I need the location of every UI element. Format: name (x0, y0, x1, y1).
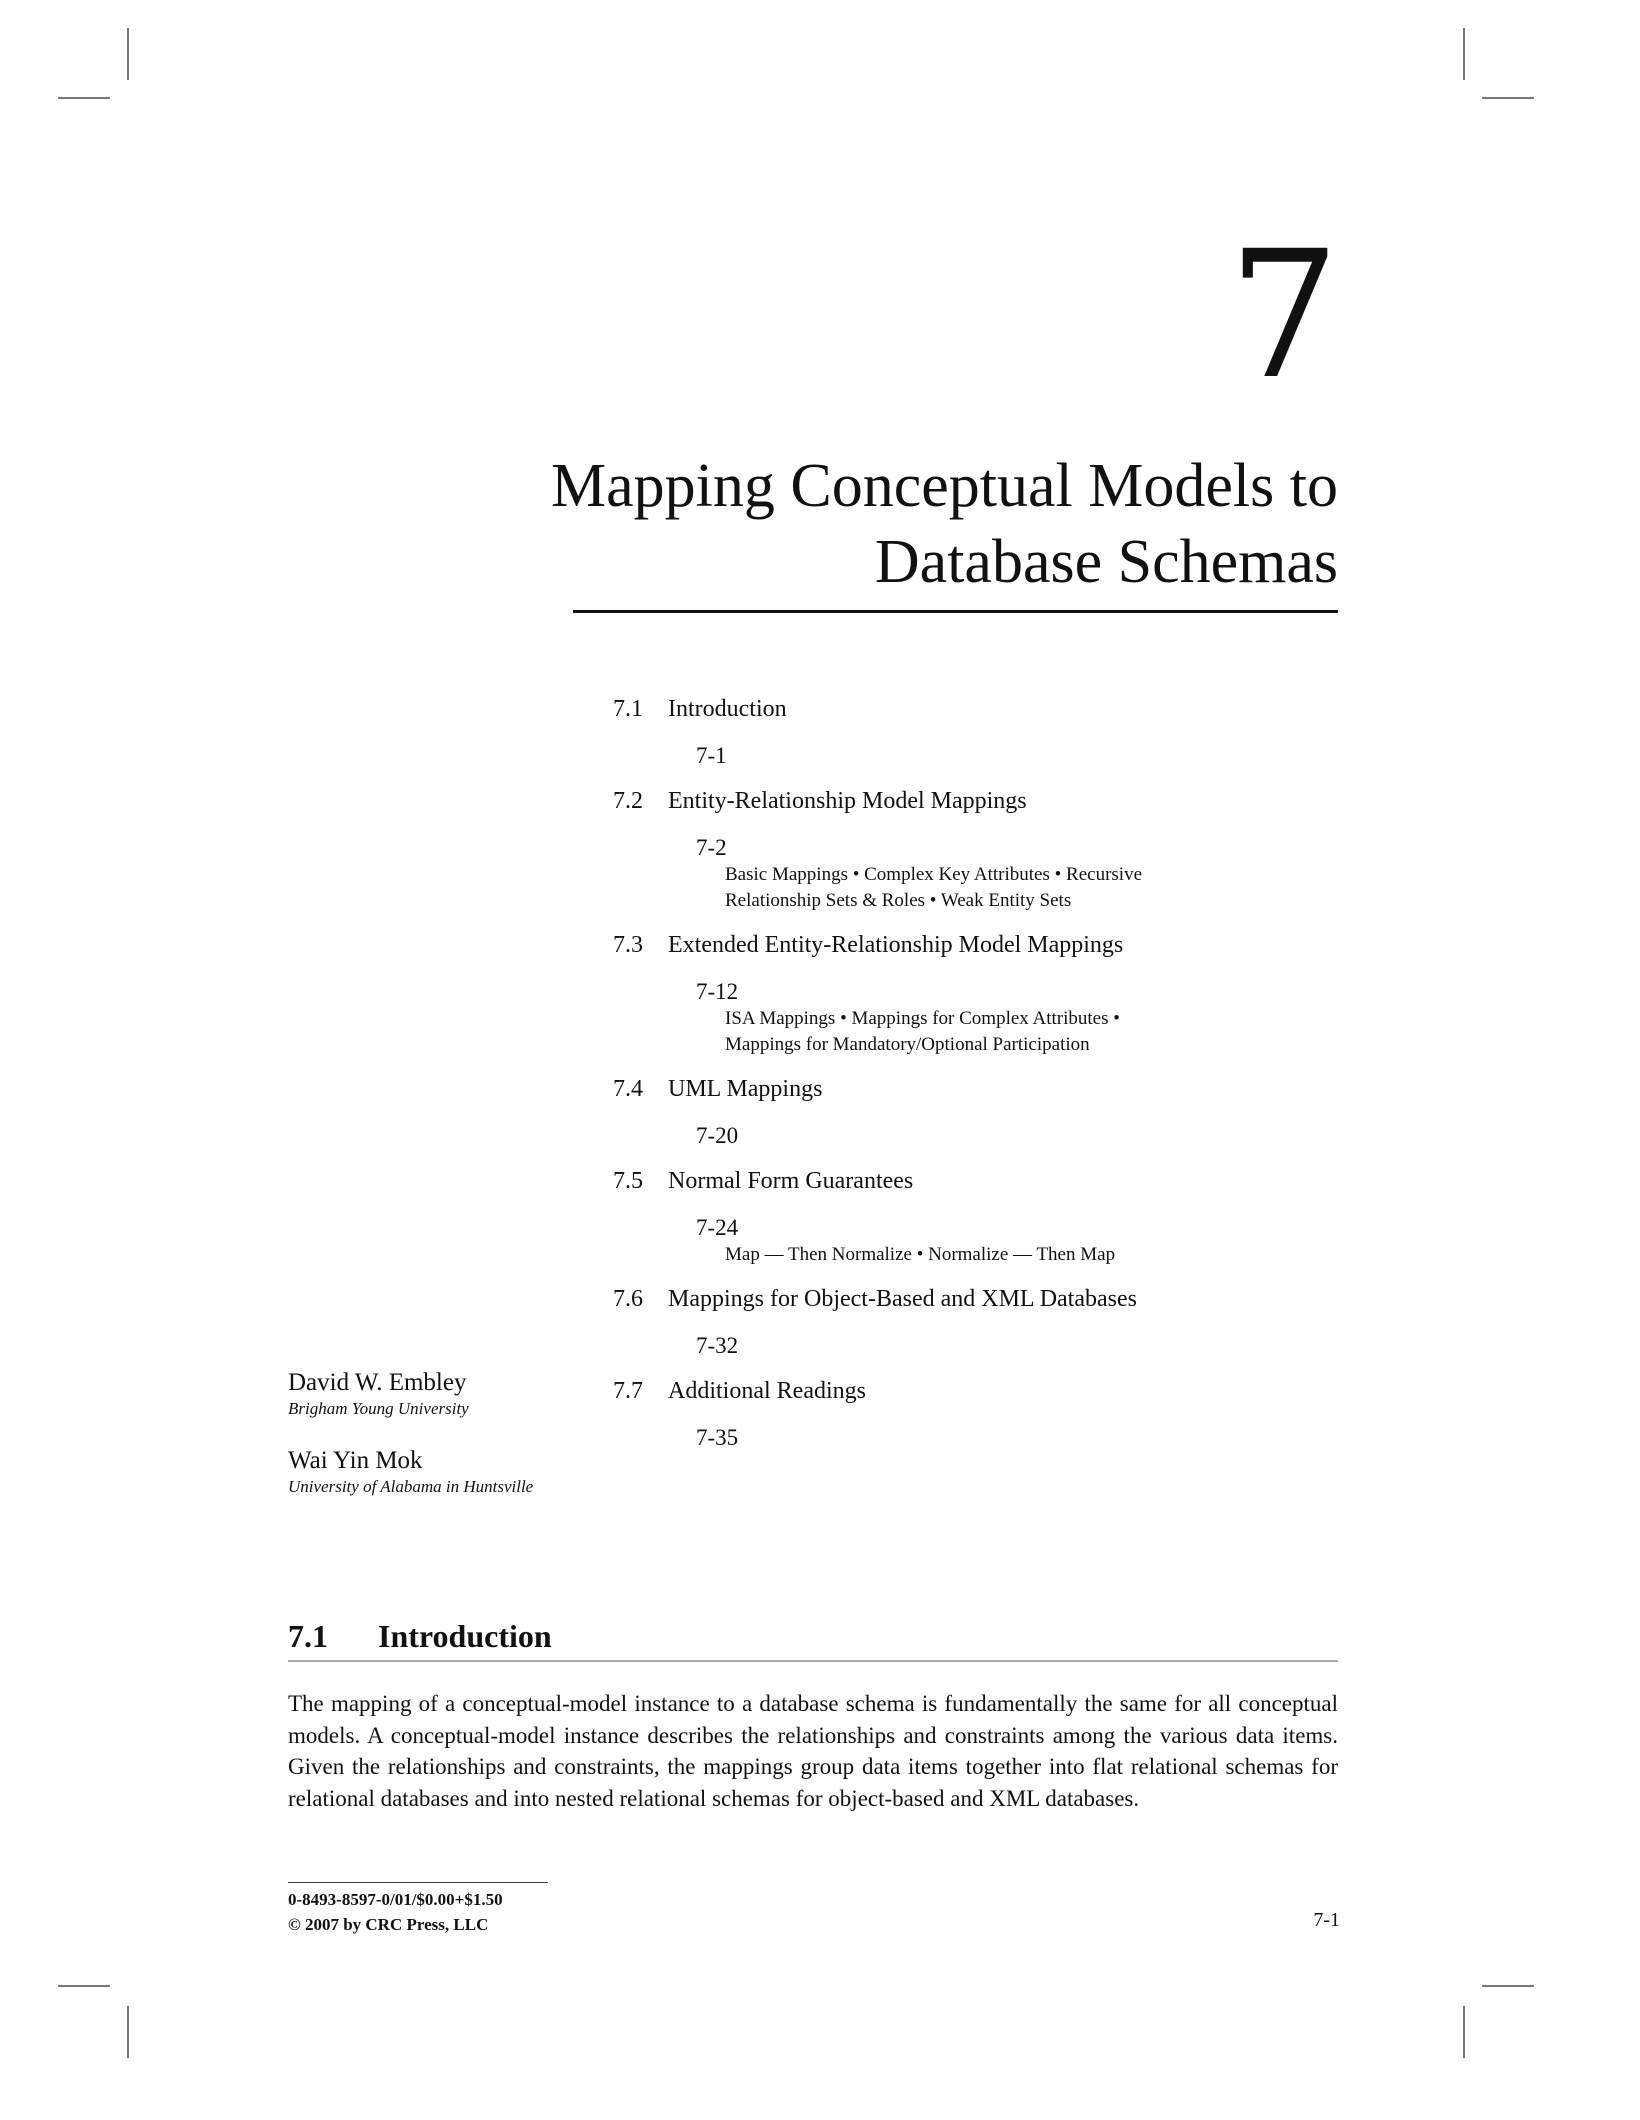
toc-page-number: 7-24 (696, 1215, 739, 1240)
toc-entry-heading (613, 930, 1343, 960)
author-list (288, 1368, 533, 1524)
toc-section-title: Mappings for Object-Based and XML Databases (668, 1286, 1137, 1312)
toc-subtopics: ISA Mappings • Mappings for Complex Attributes • (725, 1008, 1120, 1029)
toc-entry (613, 1284, 1343, 1360)
toc-subtopics: Mappings for Mandatory/Optional Participation (725, 1034, 1090, 1055)
toc-entry-heading (613, 694, 1343, 724)
toc-section-number: 7.3 (613, 932, 643, 958)
toc-page-number: 7-2 (696, 835, 727, 860)
crop-mark (1482, 1985, 1534, 1987)
author-affiliation: Brigham Young University (288, 1399, 469, 1418)
section-number: 7.1 (288, 1618, 328, 1654)
author-name: David W. Embley (288, 1369, 467, 1396)
toc-page-number: 7-12 (696, 979, 739, 1004)
toc-subtopics: Map — Then Normalize • Normalize — Then Map (725, 1244, 1116, 1265)
author (288, 1446, 533, 1498)
chapter-number: 7 (1228, 213, 1340, 418)
crop-mark (1463, 28, 1465, 80)
toc-section-number: 7.6 (613, 1286, 643, 1312)
toc-page-number: 7-20 (696, 1123, 739, 1148)
toc-entry (613, 694, 1343, 770)
toc-section-title: Extended Entity-Relationship Model Mappings (668, 932, 1124, 958)
table-of-contents (613, 694, 1343, 1468)
crop-mark (58, 1985, 110, 1987)
author-name: Wai Yin Mok (288, 1447, 423, 1474)
toc-section-title: Additional Readings (668, 1378, 866, 1404)
author-affiliation: University of Alabama in Huntsville (288, 1477, 534, 1496)
crop-mark (1463, 2006, 1465, 2058)
toc-section-title: Normal Form Guarantees (668, 1168, 914, 1194)
title-rule (573, 610, 1338, 613)
toc-entry (613, 930, 1343, 1058)
toc-entry-heading (613, 1284, 1343, 1314)
toc-entry-heading (613, 1074, 1343, 1104)
crop-mark (127, 28, 129, 80)
copyright-line: © 2007 by CRC Press, LLC (288, 1915, 489, 1934)
toc-section-title: UML Mappings (668, 1076, 823, 1102)
toc-section-number: 7.1 (613, 696, 643, 722)
toc-section-number: 7.5 (613, 1168, 643, 1194)
crop-mark (58, 97, 110, 99)
toc-section-title: Introduction (668, 696, 787, 722)
author (288, 1368, 533, 1420)
chapter-title-line: Database Schemas (874, 528, 1338, 596)
toc-page-number: 7-35 (696, 1425, 739, 1450)
toc-entry-heading (613, 1166, 1343, 1196)
toc-subtopics: Basic Mappings • Complex Key Attributes • Recursive (725, 864, 1142, 885)
toc-entry (613, 1166, 1343, 1268)
toc-page-number: 7-32 (696, 1333, 739, 1358)
chapter-title-line: Mapping Conceptual Models to (551, 452, 1338, 520)
toc-section-number: 7.7 (613, 1378, 643, 1404)
page-number: 7-1 (1313, 1909, 1340, 1931)
toc-section-number: 7.2 (613, 788, 643, 814)
section-title: Introduction (378, 1618, 552, 1654)
toc-section-title: Entity-Relationship Model Mappings (668, 788, 1027, 814)
toc-entry-heading (613, 786, 1343, 816)
section-body: The mapping of a conceptual-model instance to a database schema is fundamentally the same for all conceptual models. A conceptual-model instance describes the relationships and constraints among the various data items. Given the relationships and constraints, the mappings group data items together into flat relational schemas for relational databases and into nested relational schemas for object-based and XML databases. (288, 1691, 1338, 1811)
toc-entry (613, 1074, 1343, 1150)
toc-entry (613, 1376, 1343, 1452)
chapter-title (378, 448, 1338, 600)
publication-footnote (288, 1882, 548, 1937)
crop-mark (127, 2006, 129, 2058)
toc-entry-heading (613, 1376, 1343, 1406)
toc-entry (613, 786, 1343, 914)
isbn-line: 0-8493-8597-0/01/$0.00+$1.50 (288, 1890, 503, 1909)
toc-section-number: 7.4 (613, 1076, 643, 1102)
crop-mark (1482, 97, 1534, 99)
section-heading (288, 1616, 1338, 1662)
toc-page-number: 7-1 (696, 743, 727, 768)
toc-subtopics: Relationship Sets & Roles • Weak Entity Sets (725, 890, 1072, 911)
